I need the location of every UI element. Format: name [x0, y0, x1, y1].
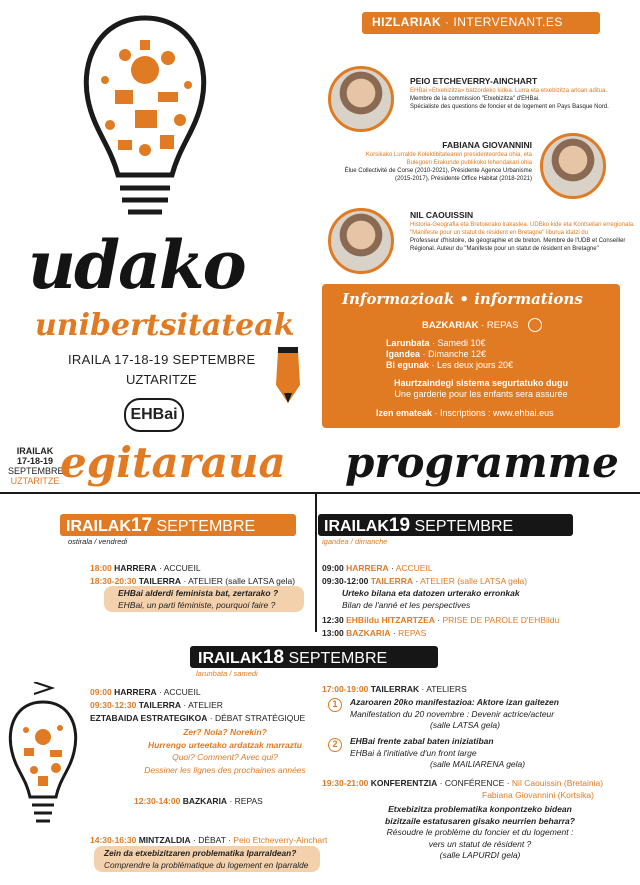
- speaker-nil: [410, 210, 635, 253]
- ehbai-logo: [124, 398, 184, 432]
- atelier-number-1: 1: [328, 698, 342, 712]
- garderie-eu: Haurtzaindegi sistema segurtatuko dugu: [393, 378, 569, 388]
- speaker-photo-peio: [328, 66, 394, 132]
- info-box: [322, 284, 620, 428]
- atelier-number-2: 2: [328, 738, 342, 752]
- info-garderie: [376, 378, 586, 400]
- speaker-desc-eu: Korsikako Lurralde Kolektibitatearen presidenteordea ohia, eta Bulegoen Erakunde publikoko lehendakari ohia: [365, 152, 532, 166]
- fork-icon: [528, 318, 542, 332]
- speaker-desc-fr: Professeur d'histoire, de géographie et de breton. Membre de l'UDB et Conseiller Régional. Auteur du "Manifeste pour un statut de résident en Bretagne": [410, 238, 626, 252]
- small-lightbulb-illustration: [4, 682, 82, 832]
- speaker-desc-fr-2: Spécialiste des questions de foncier et de logement en Pays Basque Nord.: [410, 104, 609, 110]
- day18-conference: 19:30-21:00 KONFERENTZIA · CONFÉRENCE · Nil Caouissin (Bretainia) Fabiana Giovannini (Kortsika): [322, 778, 604, 800]
- divider: [0, 492, 640, 494]
- title-unibertsitateak: unibertsitateak: [35, 308, 295, 343]
- inscription-fr: Inscriptions : www.ehbai.eus: [440, 408, 554, 418]
- day17-label: IRAILAK17 SEPTEMBRE: [66, 515, 256, 536]
- speaker-peio: [410, 76, 635, 111]
- lightbulb-illustration: [70, 0, 220, 240]
- schedule-item: 09:30-12:00 TAILERRA · ATELIER (salle LATSA gela): [322, 576, 528, 586]
- price-row: Igandea · Dimanche 12€: [386, 349, 487, 359]
- day18-debate-question: Zein da etxebizitzaren problematika Iparraldean? Comprendre la problématique du logement en Iparralde: [104, 848, 309, 870]
- schedule-item: 13:00 BAZKARIA · REPAS: [322, 628, 427, 638]
- speaker-name: PEIO ETCHEVERRY-AINCHART: [410, 76, 538, 86]
- garderie-fr: Une garderie pour les enfants sera assurée: [394, 389, 568, 399]
- program-title-fr: programme: [345, 438, 619, 487]
- schedule-item: 09:30-12:30 TAILERRA · ATELIER: [90, 700, 223, 710]
- speaker-name: NIL CAOUISSIN: [410, 210, 474, 220]
- speaker-photo-fabiana: [540, 133, 606, 199]
- day18-left-schedule: [90, 686, 320, 725]
- day19-schedule: [322, 562, 527, 588]
- pencil-icon: [270, 345, 310, 410]
- title-dates: IRAILA 17-18-19 SEPTEMBRE: [68, 352, 256, 367]
- speaker-fabiana: [342, 140, 532, 183]
- ehbai-logo-text: EHBai: [130, 406, 178, 423]
- speaker-desc-eu: EHBai «Etxebizitza» batzordeko kidea. Lurra eta etxebizitza arloan aditua.: [410, 88, 608, 94]
- day18-lunch: 12:30-14:00 BAZKARIA · REPAS: [134, 796, 263, 806]
- info-inscriptions: Izen emateak · Inscriptions : www.ehbai.eus: [376, 408, 554, 418]
- info-repas: BAZKARIAK · REPAS: [422, 320, 519, 331]
- day18-conference-question: Etxebizitza problematika konpontzeko bidean bizitzaile estatusaren gisako neurrien beharra? Résoudre le problème du foncier et du logement : vers un statut de résident ? (salle LAPURDI gela): [385, 804, 575, 860]
- schedule-item: 18:00 HARRERA · ACCUEIL: [90, 563, 201, 573]
- title-udako: udako: [28, 226, 245, 304]
- schedule-item: EZTABAIDA ESTRATEGIKOA · DÉBAT STRATÉGIQUE: [90, 713, 306, 723]
- speakers-title-eu: HIZLARIAK: [372, 15, 442, 29]
- day18-ateliers: 17:00-19:00 TAILERRAK · ATELIERS: [322, 684, 467, 694]
- schedule-item: 09:00 HARRERA · ACCUEIL: [322, 563, 433, 573]
- atelier-2: EHBai frente zabal baten iniziatiban EHBai à l'initiative d'un front large (salle MAILIARENA gela): [350, 736, 526, 769]
- day18-debate: 14:30-16:30 MINTZALDIA · DÉBAT · Peio Etcheverry-Ainchart: [90, 835, 328, 845]
- atelier-1: Azaroaren 20ko manifestazioa: Aktore izan gaitezen Manifestation du 20 novembre : Devenir actrice/acteur (salle LATSA gela): [350, 697, 559, 730]
- speaker-desc-fr: Membre de la commission "Etxebizitza" d'EHBai.: [410, 96, 540, 102]
- info-repas-fr: REPAS: [486, 320, 519, 331]
- day18-left-questions: Zer? Nola? Norekin? Hurrengo urteetako ardatzak marraztu Quoi? Comment? Avec qui? Dessiner les lignes des prochaines années: [144, 727, 306, 775]
- program-left-label: IRAILAK 17-18-19 SEPTEMBRE UZTARITZE: [8, 446, 64, 486]
- speaker-name: FABIANA GIOVANNINI: [442, 140, 532, 150]
- speakers-title-fr: INTERVENANT.ES: [453, 15, 563, 29]
- day19-schedule-2: [322, 614, 559, 640]
- inscription-eu: Izen emateak: [376, 408, 433, 418]
- title-place: UZTARITZE: [126, 372, 197, 387]
- day19-sub: igandea / dimanche: [322, 537, 388, 546]
- schedule-item: 12:30 EHBildu HITZARTZEA · PRISE DE PAROLE D'EHBildu: [322, 615, 560, 625]
- day19-label: IRAILAK19 SEPTEMBRE: [324, 515, 514, 536]
- divider-vertical: [315, 492, 317, 632]
- info-heading: Informazioak • informations: [342, 290, 583, 308]
- speaker-desc-eu: Historia-Geografia eta Bretoierako irakaslea. UDBko kide eta Kontseilari erregionala. "Manifeste pour un statut de résident en Bretagne" liburua idatzi du: [410, 222, 635, 236]
- speakers-header: HIZLARIAK · INTERVENANT.ES: [372, 15, 563, 29]
- day17-schedule: [90, 562, 295, 588]
- speaker-photo-nil: [328, 208, 394, 274]
- price-row: Larunbata · Samedi 10€: [386, 338, 486, 348]
- info-prices: [386, 338, 513, 371]
- day18-sub: larunbata / samedi: [196, 669, 258, 678]
- price-row: Bi egunak · Les deux jours 20€: [386, 360, 514, 370]
- info-repas-eu: BAZKARIAK: [422, 320, 479, 331]
- day18-label: IRAILAK18 SEPTEMBRE: [198, 647, 388, 668]
- program-title-eu: egitaraua: [60, 438, 286, 487]
- schedule-item: 09:00 HARRERA · ACCUEIL: [90, 687, 201, 697]
- speaker-desc-fr: Élue Collectivité de Corse (2010-2021), Présidente Agence Urbanisme (2015-2017), Présidente Office Habitat (2018-2021): [344, 168, 532, 182]
- day19-question: Urteko bilana eta datozen urterako erronkak Bilan de l'anné et les perspectives: [342, 588, 520, 610]
- schedule-item: 18:30-20:30 TAILERRA · ATELIER (salle LATSA gela): [90, 576, 296, 586]
- day17-question: EHBai alderdi feminista bat, zertarako ? EHBai, un parti féministe, pourquoi faire ?: [118, 588, 279, 610]
- day17-sub: ostirala / vendredi: [68, 537, 128, 546]
